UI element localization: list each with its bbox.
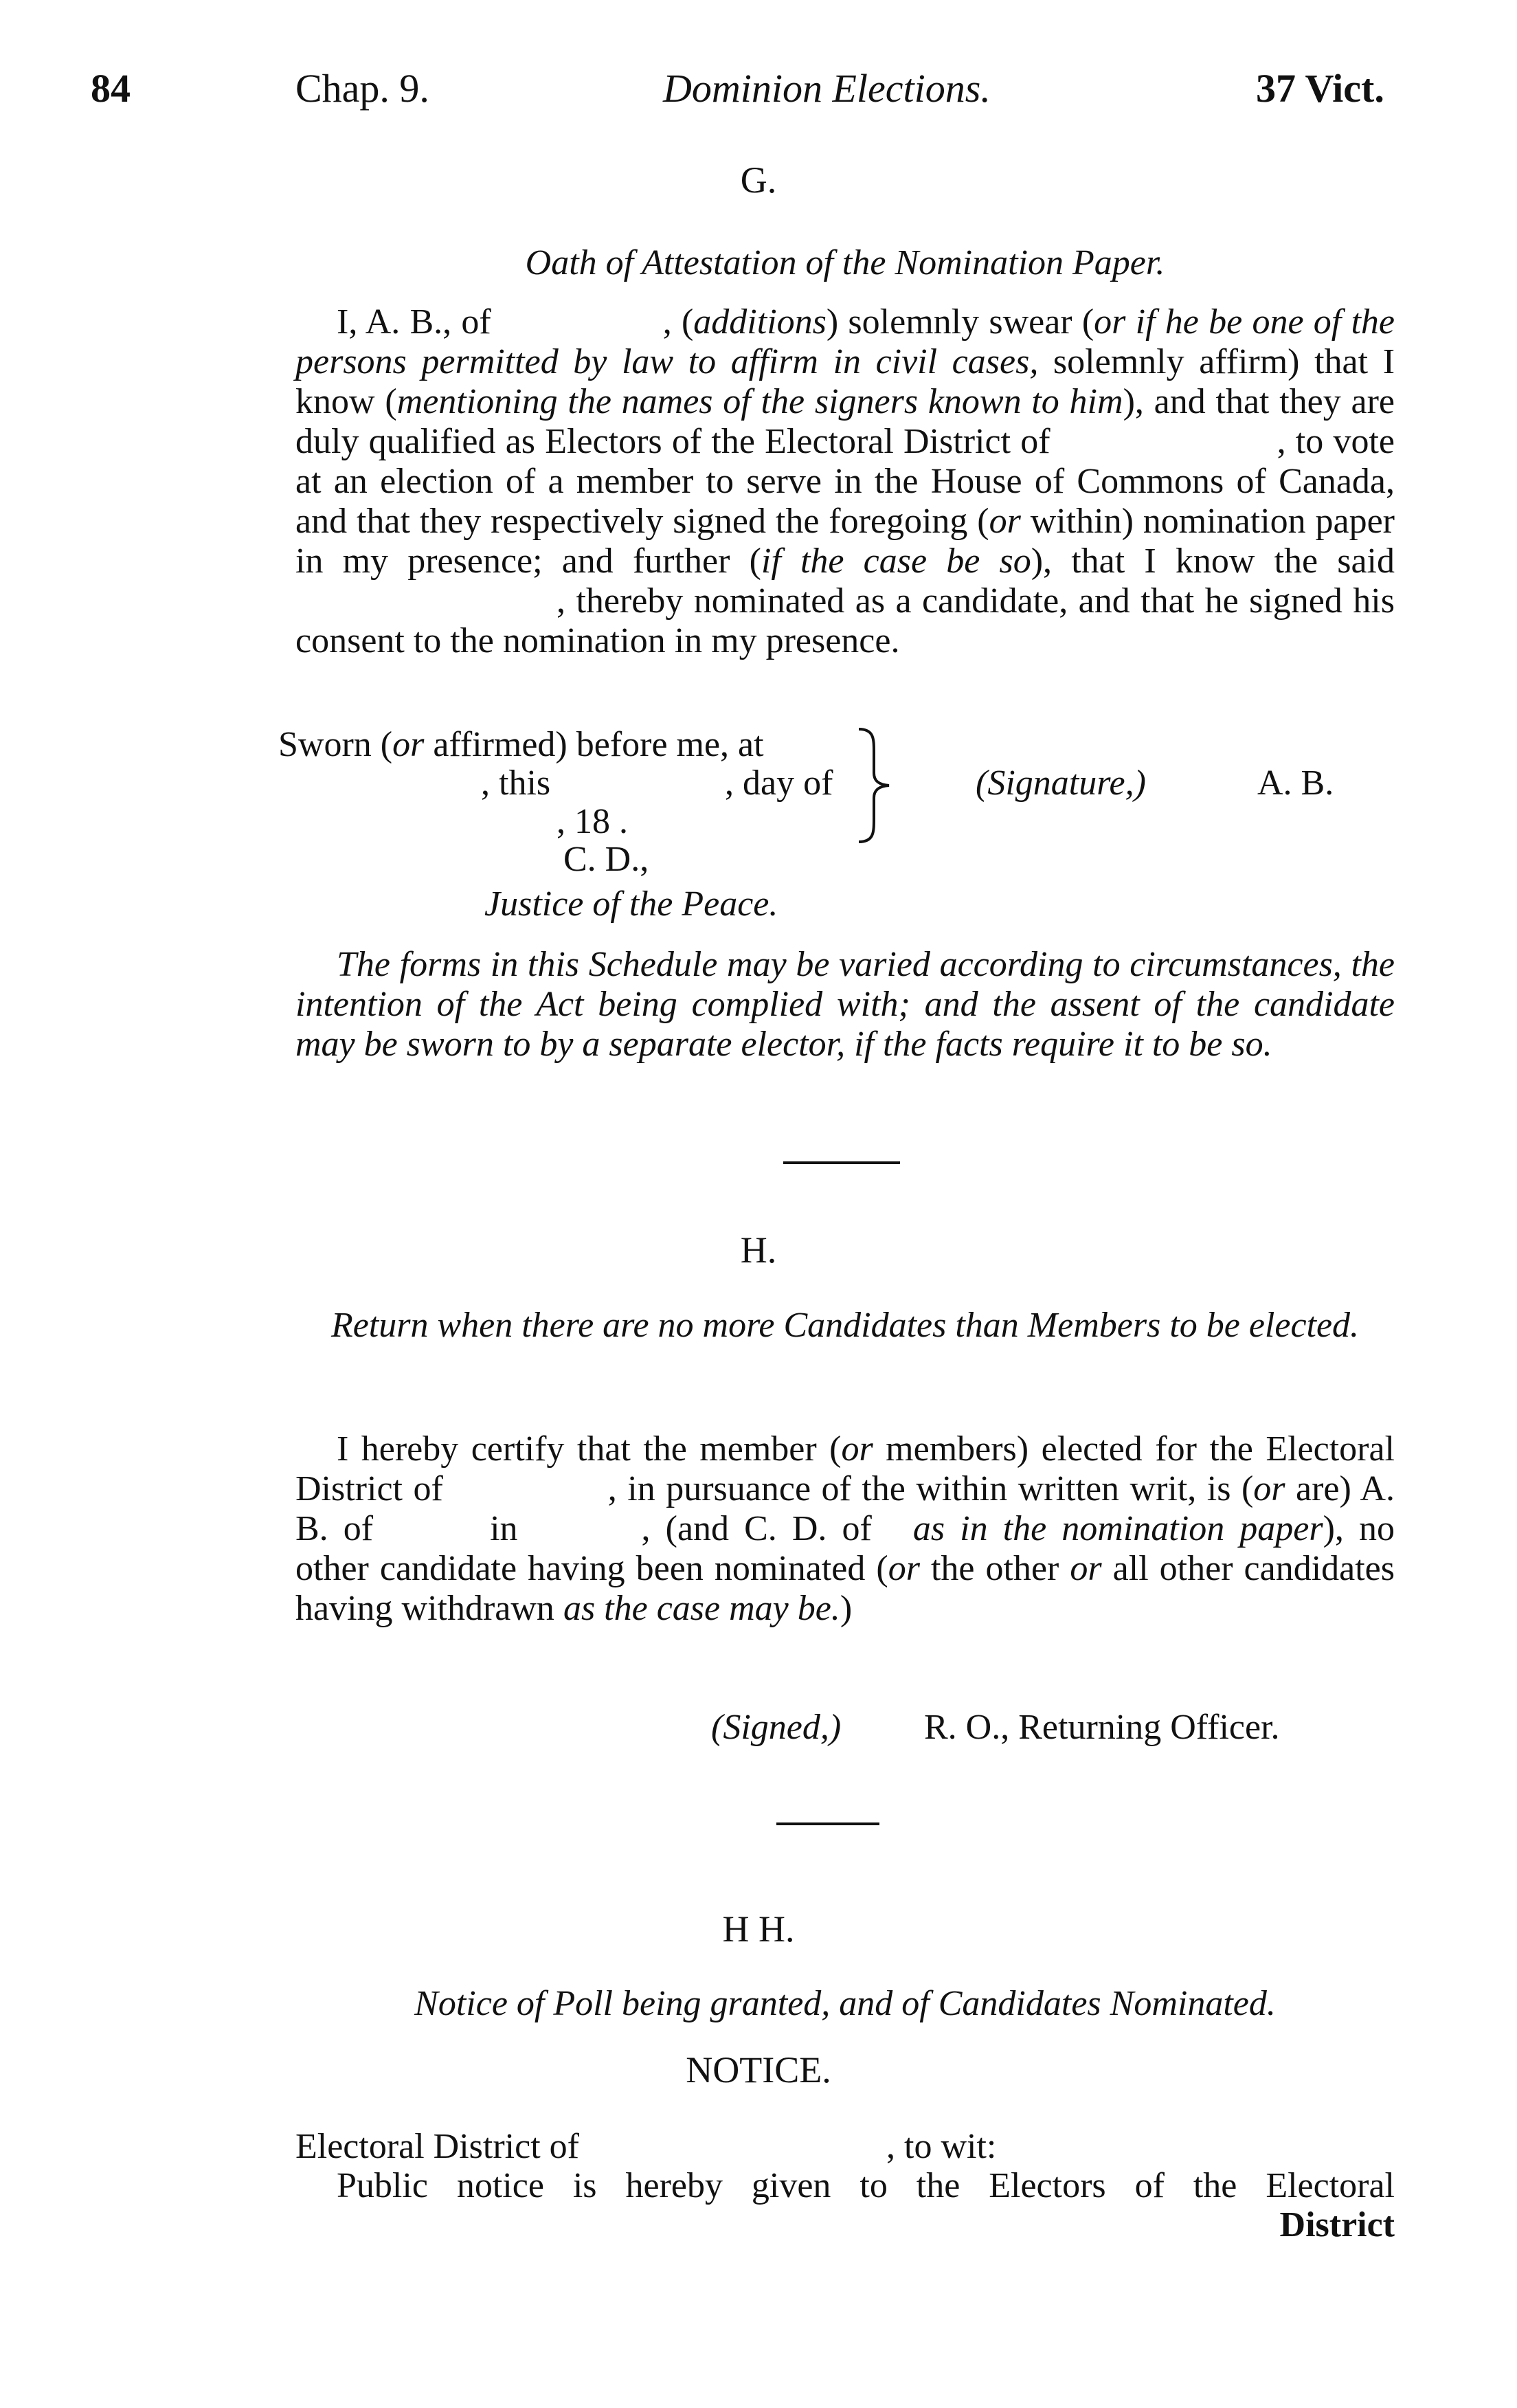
jurat-day-of: , day of [725,763,833,803]
signature-label: (Signature,) [976,763,1146,803]
oath-text: solemnly affirm) that I know ( [295,342,1395,421]
certificate-paragraph: I hereby certify that the member (or members) elected for the Electoral District of , in pursuance of the within written writ, is (or are) A. B. of in , (and C. D. of as in the nomination paper), no other candidate having been nominated (or the other or all other candidates having withdrawn as the case may be.) [295,1429,1395,1628]
notice-heading: NOTICE. [686,2049,831,2091]
jurat-signer: C. D., [563,840,649,879]
jurat-year: , 18 . [557,802,628,841]
oath-text: within) nomination paper in my presence; and further ( [295,502,1395,581]
oath-italic: or if he be one of the persons permitted by law to affirm in civil cases, [295,302,1395,381]
oath-text: ), that I know the said [1031,542,1395,581]
oath-paragraph [295,302,1395,661]
page-number: 84 [91,66,131,111]
section-g-letter: G. [740,159,777,201]
oath-text: , thereby nominated as a candidate, and that he signed his consent to the nomination in my presence. [295,581,1395,660]
public-notice-line: Public notice is hereby given to the Electors of the Electoral [337,2166,1395,2205]
oath-italic: additions [693,302,827,342]
oath-italic: mentioning the names of the signers known to him [396,382,1123,421]
oath-italic: if the case be so [761,542,1031,581]
section-h-title: Return when there are no more Candidates than Members to be elected. [330,1306,1360,1345]
section-hh-title: Notice of Poll being granted, and of Candidates Nominated. [414,1984,1276,2023]
jurat-line-1: Sworn (or affirmed) before me, at [278,725,764,764]
oath-text: ) solemnly swear ( [826,302,1094,342]
schedule-note: The forms in this Schedule may be varied according to circumstances, the intention of the Act being complied with; and the assent of the candidate may be sworn to by a separate elector, if the facts require it to be so. [295,945,1395,1064]
section-hh-letter: H H. [722,1908,795,1950]
signature-name: A. B. [1257,763,1334,803]
section-divider [776,1822,879,1825]
signed-name: R. O., Returning Officer. [924,1708,1280,1747]
oath-text: I, A. B., of [337,302,491,342]
oath-text: , to vote at an election of a member to serve in the House of Commons of Canada, and that they respectively signed the foregoing ( [295,422,1395,541]
regnal-year: 37 Vict. [1256,66,1384,111]
oath-text: , ( [662,302,694,342]
section-divider [783,1161,900,1164]
to-wit: , to wit: [886,2127,997,2166]
district-line: Electoral District of [295,2127,579,2166]
oath-text: ), and that they are duly qualified as Electors of the Electoral District of [295,382,1395,461]
catchword: District [1279,2205,1395,2244]
right-brace-icon [853,725,895,845]
section-g-title: Oath of Attestation of the Nomination Paper. [525,243,1165,282]
running-title: Dominion Elections. [663,66,991,111]
section-h-letter: H. [740,1229,777,1271]
chapter-reference: Chap. 9. [295,66,429,111]
jurat-this: , this [481,763,551,803]
oath-italic: or [989,502,1021,541]
jurat-signer-title: Justice of the Peace. [484,884,778,924]
signed-label: (Signed,) [711,1708,842,1747]
